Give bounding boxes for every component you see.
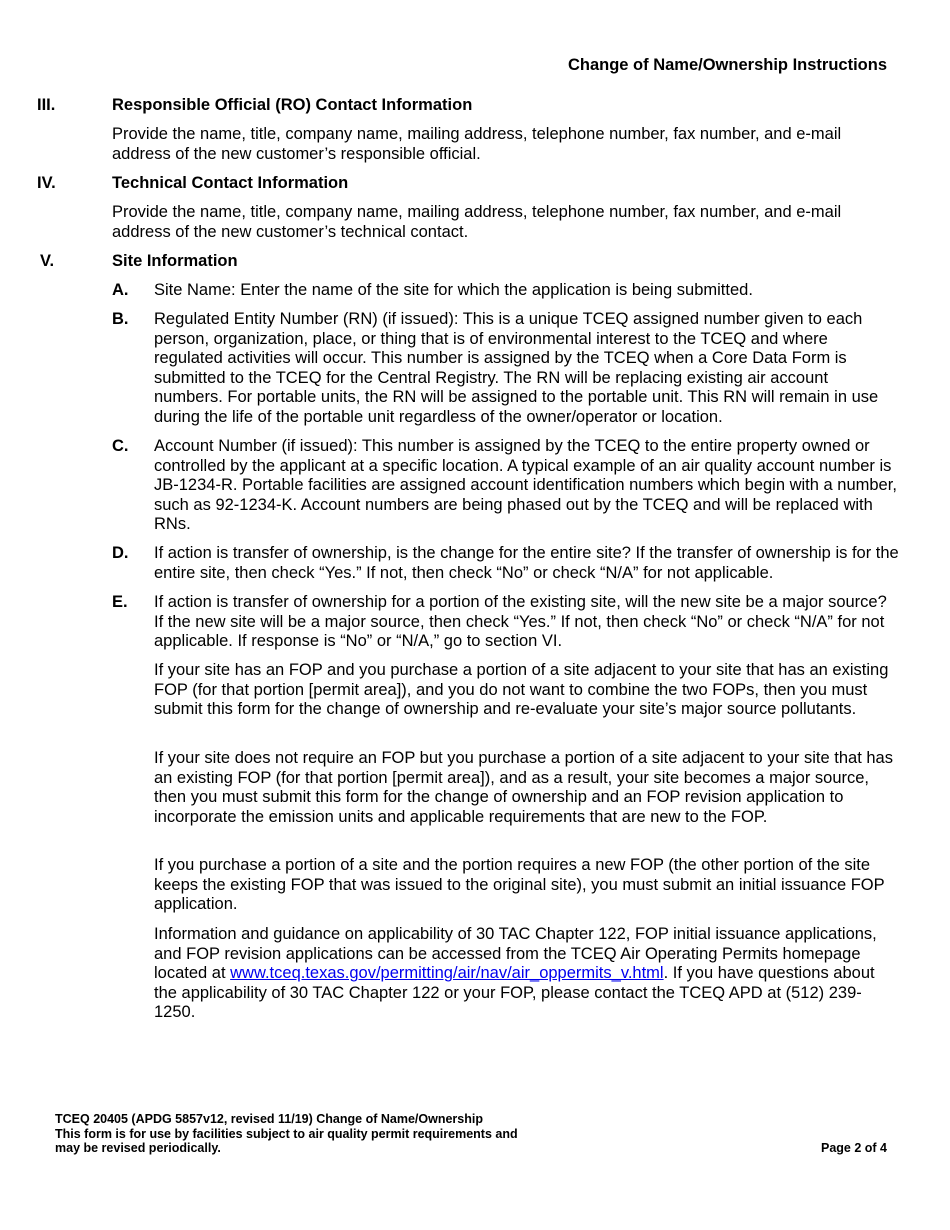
section-3-number: III. bbox=[37, 96, 56, 114]
item-b-text: Regulated Entity Number (RN) (if issued): This is a unique TCEQ assigned number given to each person, organization, place, or thing that is of environmental interest to the TCEQ and where regulated activities will occur. This number is assigned by the TCEQ when a Core Data Form is submitted to the TCEQ for the Central Registry. The RN will be replacing existing air account numbers. For portable units, the RN will be assigned to the portable unit. This RN will remain in use during the life of the portable unit regardless of the owner/operator or location. bbox=[154, 310, 879, 426]
footer-line-1: TCEQ 20405 (APDG 5857v12, revised 11/19) Change of Name/Ownership bbox=[55, 1112, 483, 1126]
footer-line-3: may be revised periodically. bbox=[55, 1141, 221, 1155]
item-a-letter: A. bbox=[112, 281, 129, 299]
item-e-letter: E. bbox=[112, 593, 128, 611]
item-e-text: If action is transfer of ownership for a portion of the existing site, will the new site be a major source? If the new site will be a major source, then check “Yes.” If not, then check “No” or check “N/A” for not applicable. If response is “No” or “N/A,” go to section VI. bbox=[154, 593, 887, 651]
paragraph-4-text-after: . If you have questions about the applicability of 30 TAC Chapter 122 or your FOP, please contact the TCEQ APD at (512) 239-1250. bbox=[154, 964, 875, 1022]
paragraph-2: If your site does not require an FOP but you purchase a portion of a site adjacent to your site that has an existing FOP (for that portion [permit area]), and as a result, your site becomes a major source, then you must submit this form for the change of ownership and an FOP revision application to incorporate the emission units and applicable requirements that are new to the FOP. bbox=[154, 749, 893, 826]
paragraph-4-text-before: Information and guidance on applicability of 30 TAC Chapter 122, FOP initial issuance applications, and FOP revision applications can be accessed from the TCEQ Air Operating Permits homepage located at bbox=[154, 925, 877, 983]
paragraph-1: If your site has an FOP and you purchase a portion of a site adjacent to your site that has an existing FOP (for that portion [permit area]), and you do not want to combine the two FOPs, then you must submit this form for the change of ownership and re-evaluate your site’s major source pollutants. bbox=[154, 661, 889, 719]
item-d-text: If action is transfer of ownership, is the change for the entire site? If the transfer of ownership is for the entire site, then check “Yes.” If not, then check “No” or check “N/A” for not applicable. bbox=[154, 544, 899, 582]
section-4-title: Technical Contact Information bbox=[112, 174, 349, 192]
section-5-title: Site Information bbox=[112, 252, 238, 270]
item-c-letter: C. bbox=[112, 437, 129, 455]
section-3-text: Provide the name, title, company name, mailing address, telephone number, fax number, and e-mail address of the new customer’s responsible official. bbox=[112, 125, 842, 163]
item-d-letter: D. bbox=[112, 544, 129, 562]
page-title: Change of Name/Ownership Instructions bbox=[567, 56, 887, 74]
paragraph-4 bbox=[154, 925, 899, 1023]
footer-line-2: This form is for use by facilities subject to air quality permit requirements and bbox=[55, 1126, 518, 1141]
section-3-title: Responsible Official (RO) Contact Information bbox=[112, 96, 473, 114]
air-permits-link[interactable]: www.tceq.texas.gov/permitting/air/nav/air_oppermits_v.html bbox=[230, 964, 664, 983]
paragraph-3: If you purchase a portion of a site and the portion requires a new FOP (the other portion of the site keeps the existing FOP that was issued to the original site), you must submit an initial issuance FOP application. bbox=[154, 856, 885, 914]
page-number: Page 2 of 4 bbox=[821, 1141, 887, 1155]
item-b-letter: B. bbox=[112, 310, 129, 328]
item-c-text: Account Number (if issued): This number is assigned by the TCEQ to the entire property owned or controlled by the applicant at a specific location. A typical example of an air quality account number is JB-1234-R. Portable facilities are assigned account identification numbers which begin with a number, such as 92-1234-K. Account numbers are being phased out by the TCEQ and will be replaced with RNs. bbox=[154, 437, 897, 534]
footer-form-info bbox=[55, 1112, 575, 1156]
section-4-text: Provide the name, title, company name, mailing address, telephone number, fax number, and e-mail address of the new customer’s technical contact. bbox=[112, 203, 842, 241]
item-a-text: Site Name: Enter the name of the site for which the application is being submitted. bbox=[154, 281, 753, 299]
section-5-number: V. bbox=[40, 252, 55, 270]
section-4-number: IV. bbox=[37, 174, 56, 192]
